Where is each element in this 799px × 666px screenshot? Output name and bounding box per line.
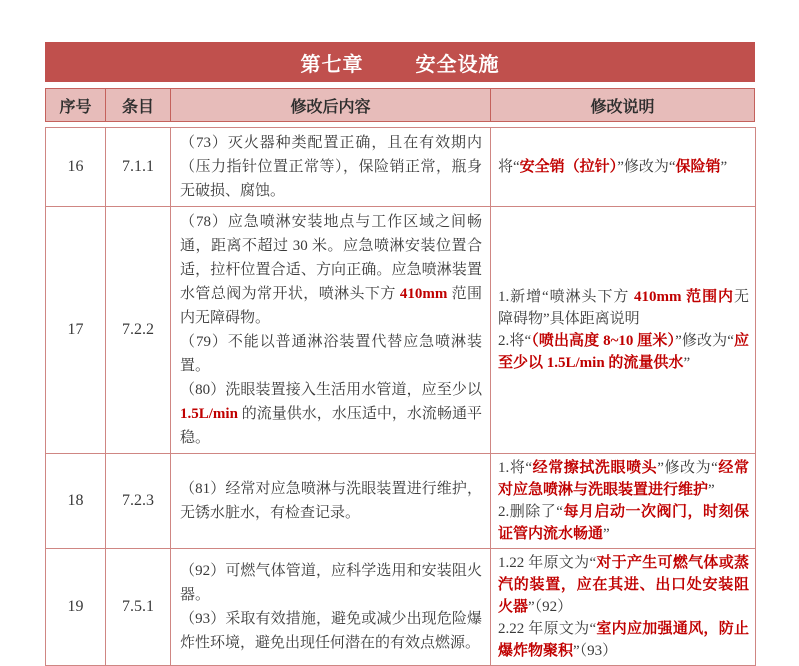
highlighted-text: 410mm: [399, 286, 448, 302]
highlighted-text: 应至少以 1.5L/min 的流量供水: [498, 333, 749, 371]
table-body: [46, 128, 756, 666]
header-cell-note: 修改说明: [590, 98, 655, 116]
row-number-cell: 17: [46, 207, 106, 454]
revised-content-cell: [171, 454, 491, 549]
text-segment: ”（93）: [573, 643, 618, 659]
text-segment: ”: [720, 159, 728, 175]
text-segment: ”修改为“: [657, 460, 718, 476]
row-number-cell: 19: [46, 549, 106, 666]
revision-note-cell: [491, 207, 756, 454]
revised-content-cell: [171, 549, 491, 666]
text-segment: （78）应急喷淋安装地点与工作区域之间畅通，距离不超过 30 米。应急喷淋安装位置合适，拉杆位置合适、方向正确。应急喷淋装置水管总阀为常开状，喷淋头下方: [180, 214, 482, 302]
text-segment: （80）洗眼装置接入生活用水管道，应至少以: [180, 382, 482, 398]
revision-note-cell: [491, 549, 756, 666]
text-segment: （81）经常对应急喷淋与洗眼装置进行维护，无锈水脏水，有检查记录。: [180, 481, 482, 521]
text-segment: 1.新增“喷淋头下方: [498, 289, 634, 305]
header-cell-no: 序号: [46, 89, 106, 121]
table-row: [46, 128, 756, 207]
highlighted-text: 保险销: [675, 159, 721, 175]
text-segment: 无障碍物”具体距离说明: [498, 289, 749, 327]
row-number-cell: 16: [46, 128, 106, 207]
highlighted-text: 室内应加强通风，防止爆炸物聚积: [498, 621, 749, 659]
highlighted-text: 每月启动一次阀门，时刻保证管内流水畅通: [498, 504, 749, 542]
highlighted-text: 410mm 范围内: [634, 289, 734, 305]
header-cell-content: 修改后内容: [171, 89, 491, 121]
text-segment: ”: [603, 526, 610, 542]
text-segment: （73）灭火器种类配置正确，且在有效期内（压力指针位置正常等），保险销正常，瓶身无破损、腐蚀。: [180, 135, 482, 199]
text-segment: ”: [683, 355, 691, 371]
title-name: 安全设施: [415, 53, 500, 76]
text-segment: ”: [708, 482, 715, 498]
text-segment: 2.删除了“: [498, 504, 563, 520]
title-chapter: 第七章: [300, 53, 364, 76]
text-segment: 将“: [498, 159, 520, 175]
highlighted-text: 经常擦拭洗眼喷头: [532, 460, 658, 476]
text-segment: ”修改为“: [675, 333, 734, 349]
table-row: [46, 207, 756, 454]
paragraph: [180, 378, 482, 450]
revised-content-cell: [171, 128, 491, 207]
header-cell-item: 条目: [106, 89, 171, 121]
paragraph: [498, 330, 749, 374]
text-segment: 的流量供水，水压适中，水流畅通平稳。: [180, 406, 482, 446]
paragraph: [498, 501, 749, 545]
revision-note-cell: [491, 454, 756, 549]
text-segment: 范围内无障碍物。: [180, 286, 482, 326]
row-item-cell: 7.5.1: [106, 549, 171, 666]
text-segment: ”修改为“: [617, 159, 676, 175]
text-segment: ”（92）: [528, 599, 573, 615]
highlighted-text: 1.5L/min: [180, 406, 238, 422]
row-item-cell: 7.2.2: [106, 207, 171, 454]
table-row: [46, 454, 756, 549]
highlighted-text: （喷出高度 8~10 厘米）: [531, 333, 676, 349]
paragraph: [180, 559, 482, 607]
row-item-cell: 7.1.1: [106, 128, 171, 207]
paragraph: [498, 552, 749, 618]
table-row: [46, 549, 756, 666]
highlighted-text: 对于产生可燃气体或蒸汽的装置，应在其进、出口处安装阻火器: [498, 555, 749, 615]
text-segment: 2.22 年原文为“: [498, 621, 597, 637]
text-segment: （93）采取有效措施，避免或减少出现危险爆炸性环境，避免出现任何潜在的有效点燃源。: [180, 611, 482, 651]
paragraph: [498, 457, 749, 501]
revised-content-cell: [171, 207, 491, 454]
text-segment: （79）不能以普通淋浴装置代替应急喷淋装置。: [180, 334, 482, 374]
text-segment: 2.将“: [498, 333, 532, 349]
row-item-cell: 7.2.3: [106, 454, 171, 549]
table-title-bar: [45, 42, 755, 82]
paragraph: [180, 131, 482, 203]
row-number-cell: 18: [46, 454, 106, 549]
revision-table: [45, 42, 755, 666]
paragraph: [180, 330, 482, 378]
paragraph: [180, 477, 482, 525]
paragraph: [498, 156, 749, 178]
highlighted-text: 经常对应急喷淋与洗眼装置进行维护: [498, 460, 749, 498]
text-segment: 1.将“: [498, 460, 533, 476]
paragraph: [498, 286, 749, 330]
text-segment: （92）可燃气体管道，应科学选用和安装阻火器。: [180, 563, 482, 603]
highlighted-text: 安全销（拉针）: [519, 159, 618, 175]
paragraph: [498, 618, 749, 662]
column-header-row: [45, 88, 755, 122]
paragraph: [180, 210, 482, 330]
revision-note-cell: [491, 128, 756, 207]
paragraph: [180, 607, 482, 655]
text-segment: 1.22 年原文为“: [498, 555, 597, 571]
table-body-grid: [45, 127, 756, 666]
